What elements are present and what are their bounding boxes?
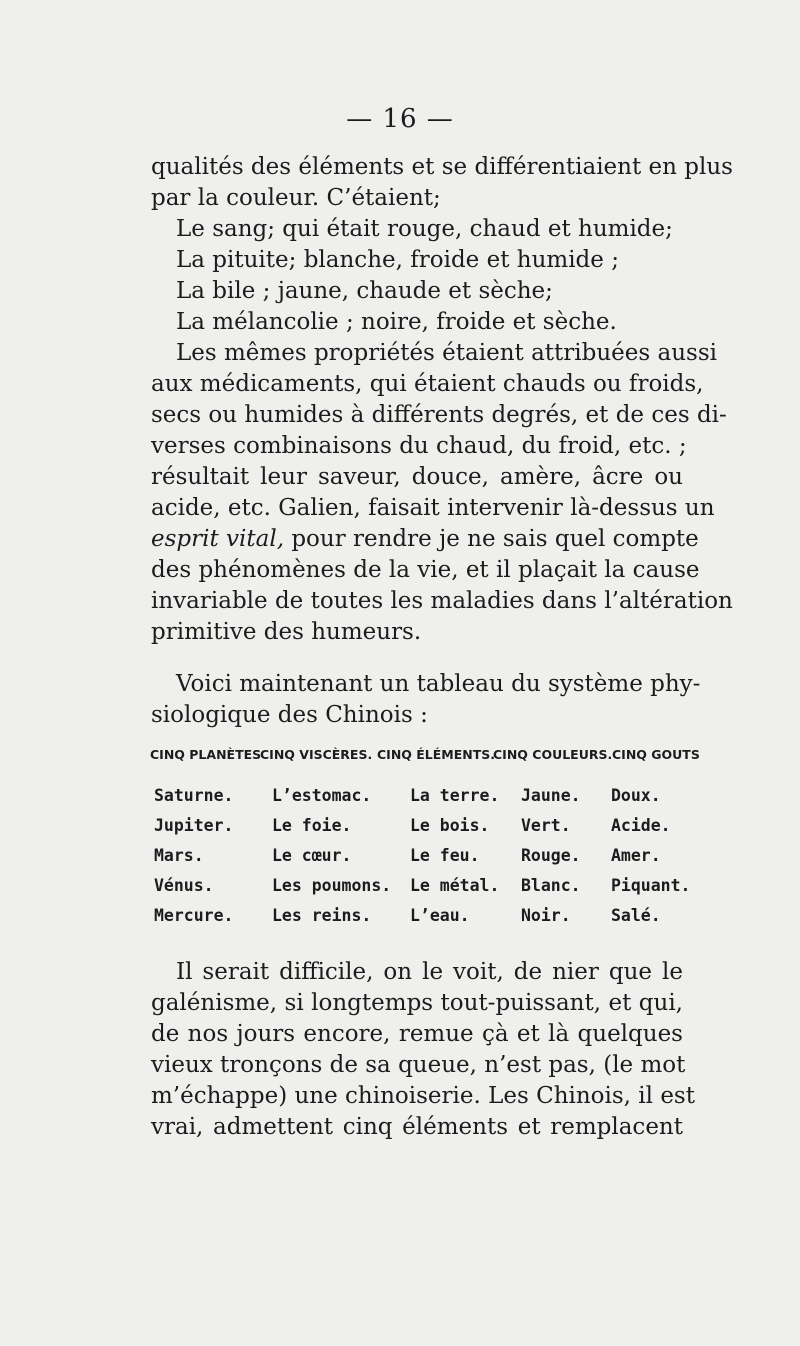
column-header: CINQ GOUTS <box>612 747 700 762</box>
correspondence-table <box>154 786 694 936</box>
text-line: par la couleur. C’étaient; <box>151 185 441 211</box>
table-cell: Rouge. <box>521 846 581 865</box>
table-cell: Noir. <box>521 906 571 925</box>
table-cell: Acide. <box>611 816 671 835</box>
text-line-italic <box>151 524 699 555</box>
text-line: La pituite; blanche, froide et humide ; <box>176 247 619 273</box>
paragraph-galenism <box>151 957 695 1143</box>
text-line: vrai, admettent cinq éléments et remplacent <box>151 1114 683 1140</box>
text-line: des phénomènes de la vie, et il plaçait la cause <box>151 557 700 583</box>
table-cell: Les poumons. <box>272 876 392 895</box>
table-cell: Blanc. <box>521 876 581 895</box>
text-line: Voici maintenant un tableau du système phy- <box>176 671 701 697</box>
column-header: CINQ ÉLÉMENTS. <box>377 747 496 762</box>
table-cell: Jupiter. <box>154 816 234 835</box>
text-line: galénisme, si longtemps tout-puissant, et qui, <box>151 990 683 1016</box>
text-line: aux médicaments, qui étaient chauds ou froids, <box>151 371 704 397</box>
text-line: vieux tronçons de sa queue, n’est pas, (le mot <box>151 1052 686 1078</box>
table-cell: La terre. <box>410 786 500 805</box>
paragraph-humors <box>151 152 733 648</box>
text-line: Le sang; qui était rouge, chaud et humide; <box>176 216 673 242</box>
text-fragment: pour rendre je ne sais quel compte <box>284 526 699 552</box>
table-row <box>154 846 694 876</box>
table-cell: Le foie. <box>272 816 352 835</box>
text-line: La mélancolie ; noire, froide et sèche. <box>176 309 617 335</box>
text-line: Les mêmes propriétés étaient attribuées aussi <box>176 340 717 366</box>
table-row <box>154 786 694 816</box>
text-line: verses combinaisons du chaud, du froid, etc. ; <box>151 433 687 459</box>
column-header: CINQ PLANÈTES <box>150 747 262 762</box>
table-cell: Amer. <box>611 846 661 865</box>
text-line: secs ou humides à différents degrés, et de ces di- <box>151 402 727 428</box>
table-cell: Les reins. <box>272 906 372 925</box>
table-cell: L’eau. <box>410 906 470 925</box>
table-cell: Vénus. <box>154 876 214 895</box>
text-line: invariable de toutes les maladies dans l’altération <box>151 588 733 614</box>
table-cell: Piquant. <box>611 876 691 895</box>
table-row <box>154 906 694 936</box>
table-cell: L’estomac. <box>272 786 372 805</box>
table-cell: Le cœur. <box>272 846 352 865</box>
text-line: Il serait difficile, on le voit, de nier que le <box>176 959 683 985</box>
text-line: qualités des éléments et se différentiaient en plus <box>151 154 733 180</box>
table-cell: Mercure. <box>154 906 234 925</box>
table-cell: Le bois. <box>410 816 490 835</box>
paragraph-intro-table <box>151 669 701 731</box>
page-number: — 16 — <box>346 104 454 134</box>
column-header: CINQ COULEURS. <box>493 747 613 762</box>
text-line: acide, etc. Galien, faisait intervenir là-dessus un <box>151 495 715 521</box>
text-line: primitive des humeurs. <box>151 619 422 645</box>
text-line: de nos jours encore, remue çà et là quelques <box>151 1021 683 1047</box>
table-cell: Jaune. <box>521 786 581 805</box>
table-cell: Le métal. <box>410 876 500 895</box>
text-line: siologique des Chinois : <box>151 702 428 728</box>
text-line: m’échappe) une chinoiserie. Les Chinois, il est <box>151 1083 695 1109</box>
text-line: La bile ; jaune, chaude et sèche; <box>176 278 553 304</box>
table-cell: Saturne. <box>154 786 234 805</box>
italic-term: esprit vital, <box>151 526 285 552</box>
table-row <box>154 816 694 846</box>
table-cell: Salé. <box>611 906 661 925</box>
column-header: CINQ VISCÈRES. <box>260 747 373 762</box>
table-cell: Le feu. <box>410 846 480 865</box>
table-cell: Doux. <box>611 786 661 805</box>
table-row <box>154 876 694 906</box>
table-cell: Mars. <box>154 846 204 865</box>
text-line: résultait leur saveur, douce, amère, âcre ou <box>151 464 683 490</box>
table-cell: Vert. <box>521 816 571 835</box>
